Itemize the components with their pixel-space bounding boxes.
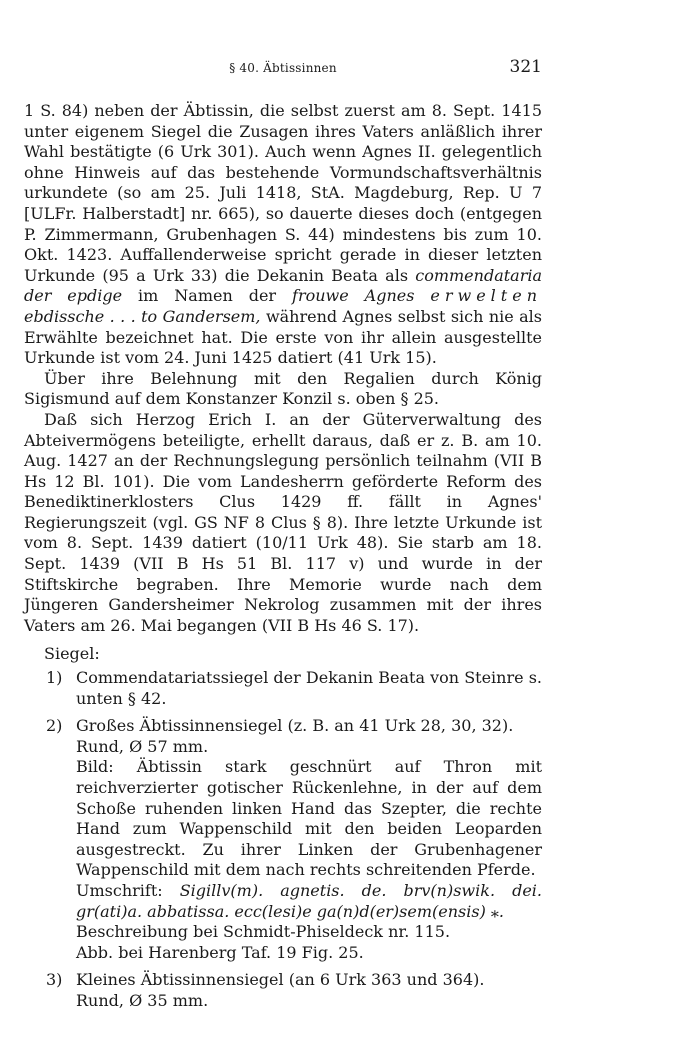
siegel-size: Rund, Ø 35 mm. bbox=[76, 990, 209, 1010]
siegel-number: 1) bbox=[46, 668, 63, 688]
siegel-item-1 bbox=[24, 668, 542, 709]
page-header bbox=[24, 57, 542, 81]
paragraph-agnes-reign bbox=[24, 101, 542, 369]
siegel-number: 3) bbox=[46, 970, 63, 990]
italic-quote: frouwe Agnes bbox=[292, 286, 415, 306]
siegel-number: 2) bbox=[46, 716, 63, 736]
siegel-bild: Bild: Äbtissin stark geschnürt auf Thron mit reichverzierter gotischer Rückenlehne, in der auf dem Schoße ruhenden linken Hand das Szepter, die rechte Hand zum Wappenschild mit den beiden Leoparden ausgestreckt. Zu ihrer Linken der Grubenhagener Wappenschild mit dem nach rechts schreitenden Pferde. bbox=[76, 757, 542, 880]
text-run: 1 S. 84) neben der Äbtissin, die selbst zuerst am 8. Sept. 1415 unter eigenem Siegel die Zusagen ihres Vaters anläßlich ihrer Wahl bestätigte (6 Urk 301). Auch wenn Agnes II. gelegentlich ohne Hinweis auf das bestehende Vormundschaftsverhältnis urkundete (so am 25. Juli 1418, StA. Magdeburg, Rep. U 7 [ULFr. Halberstadt] nr. 665), so dauerte dieses doch (entgegen P. Zimmermann, Grubenhagen S. 44) mindestens bis zum 10. Okt. 1423. Auffallenderweise spricht gerade in dieser letzten Urkunde (95 a Urk 33) die Dekanin Beata als bbox=[24, 101, 542, 285]
siegel-heading: Siegel: bbox=[44, 644, 100, 664]
paragraph-gueterverwaltung: Daß sich Herzog Erich I. an der Güterverwaltung des Abteivermögens beteiligte, erhellt daraus, daß er z. B. am 10. Aug. 1427 an der Rechnungslegung persönlich teilnahm (VII B Hs 12 Bl. 101). Die vom Landesherrn geförderte Reform des Benediktinerklosters Clus 1429 ff. fällt in Agnes' Regierungszeit (vgl. GS NF 8 Clus § 8). Ihre letzte Urkunde ist vom 8. Sept. 1439 datiert (10/11 Urk 48). Sie starb am 18. Sept. 1439 (VII B Hs 51 Bl. 117 v) und wurde in der Stiftskirche begraben. Ihre Memorie wurde nach dem Jüngeren Gandersheimer Nekrolog zusammen mit der ihres Vaters am 26. Mai begangen (VII B Hs 46 S. 17). bbox=[24, 409, 542, 635]
italic-quote: ebdissche . . . to Gandersem, bbox=[24, 306, 261, 326]
siegel-title: Großes Äbtissinnensiegel (z. B. an 41 Urk 28, 30, 32). bbox=[76, 716, 514, 736]
siegel-text: Commendatariatssiegel der Dekanin Beata von Steinre s. unten § 42. bbox=[76, 668, 542, 708]
running-head: § 40. Äbtissinnen bbox=[229, 61, 337, 75]
siegel-size: Rund, Ø 57 mm. bbox=[76, 736, 209, 756]
siegel-title: Kleines Äbtissinnensiegel (an 6 Urk 363 und 364). bbox=[76, 970, 485, 990]
siegel-list bbox=[24, 668, 542, 1012]
italic-quote: commendataria der epdige bbox=[24, 265, 542, 306]
page-number: 321 bbox=[509, 57, 542, 77]
body-text bbox=[24, 101, 542, 1019]
siegel-beschreibung: Beschreibung bei Schmidt-Phiseldeck nr. 115. bbox=[76, 922, 451, 942]
spaced-italic-quote: erwelten bbox=[430, 286, 542, 306]
siegel-abbildung: Abb. bei Harenberg Taf. 19 Fig. 25. bbox=[76, 942, 364, 962]
umschrift-label: Umschrift: bbox=[76, 880, 180, 900]
siegel-item-2 bbox=[24, 716, 542, 963]
text-run: während Agnes selbst sich nie als Erwählte bezeichnet hat. Die erste von ihr allein ausgestellte Urkunde ist vom 24. Juni 1425 datiert (41 Urk 15). bbox=[24, 306, 543, 368]
paragraph-regalien: Über ihre Belehnung mit den Regalien durch König Sigismund auf dem Konstanzer Konzil s. oben § 25. bbox=[24, 368, 542, 409]
siegel-item-3 bbox=[24, 970, 542, 1011]
umschrift-text: Sigillv(m). agnetis. de. brv(n)swik. dei. gr(ati)a. abbatissa. ecc(lesi)e ga(n)d(er)sem(ensis) ⁎. bbox=[76, 880, 542, 921]
text-run: im Namen der bbox=[122, 286, 293, 306]
siegel-umschrift bbox=[76, 881, 542, 922]
